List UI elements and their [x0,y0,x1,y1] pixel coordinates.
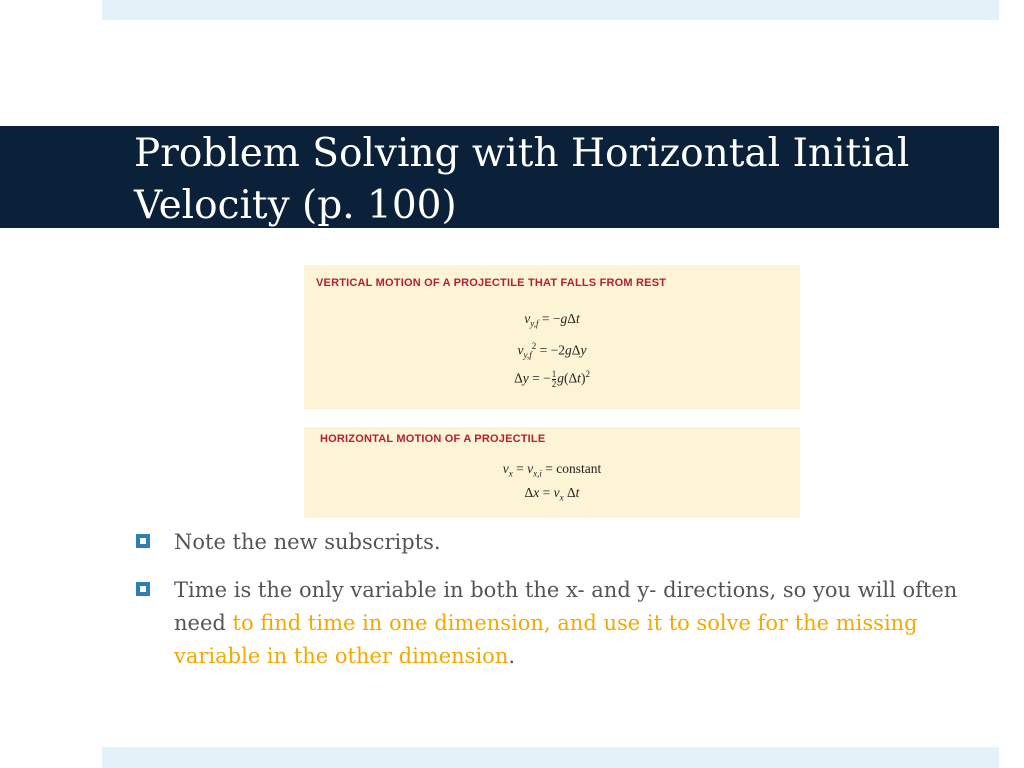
bullet-text-end: . [508,644,516,668]
square-bullet-icon [136,534,150,548]
horizontal-motion-heading: HORIZONTAL MOTION OF A PROJECTILE [320,433,546,445]
equation-vyf: $v_{y,f} = -g\Delta t$ [524,311,580,329]
vertical-motion-heading: VERTICAL MOTION OF A PROJECTILE THAT FALLS FROM REST [316,277,667,289]
equation-vyf-squared: $v_{y,f}^2 = -2g\Delta y$ [517,341,587,361]
horizontal-motion-equations-box [304,427,800,518]
equation-delta-x: $\Delta x = v_x$ Δt [524,485,580,503]
bullet-list [136,526,976,688]
list-item [136,574,976,673]
bullet-text: Time is the only variable in both the x- and y- directions, so you will often need [174,578,958,635]
highlighted-text: to find time in one dimension, and use it to solve for the missing variable in the other dimension [174,611,918,668]
square-bullet-icon [136,582,150,596]
equation-delta-y: Δy = − $\frac{1}{2}$ $g(\Delta t)^2$ [514,368,590,389]
slide-title [134,128,994,232]
equation-vx: $v_x = v_{x,i}$ = constant [502,461,602,479]
slide-title-line-2: Velocity (p. 100) [134,183,457,228]
one-half-fraction: $\frac{1}{2}$ [551,368,557,389]
top-accent-strip [102,0,999,20]
list-item [136,526,976,559]
bottom-accent-strip [102,747,999,768]
bullet-text: Note the new subscripts. [174,530,441,554]
slide-title-line-1: Problem Solving with Horizontal Initial [134,131,910,176]
vertical-motion-equations-box [304,265,800,409]
